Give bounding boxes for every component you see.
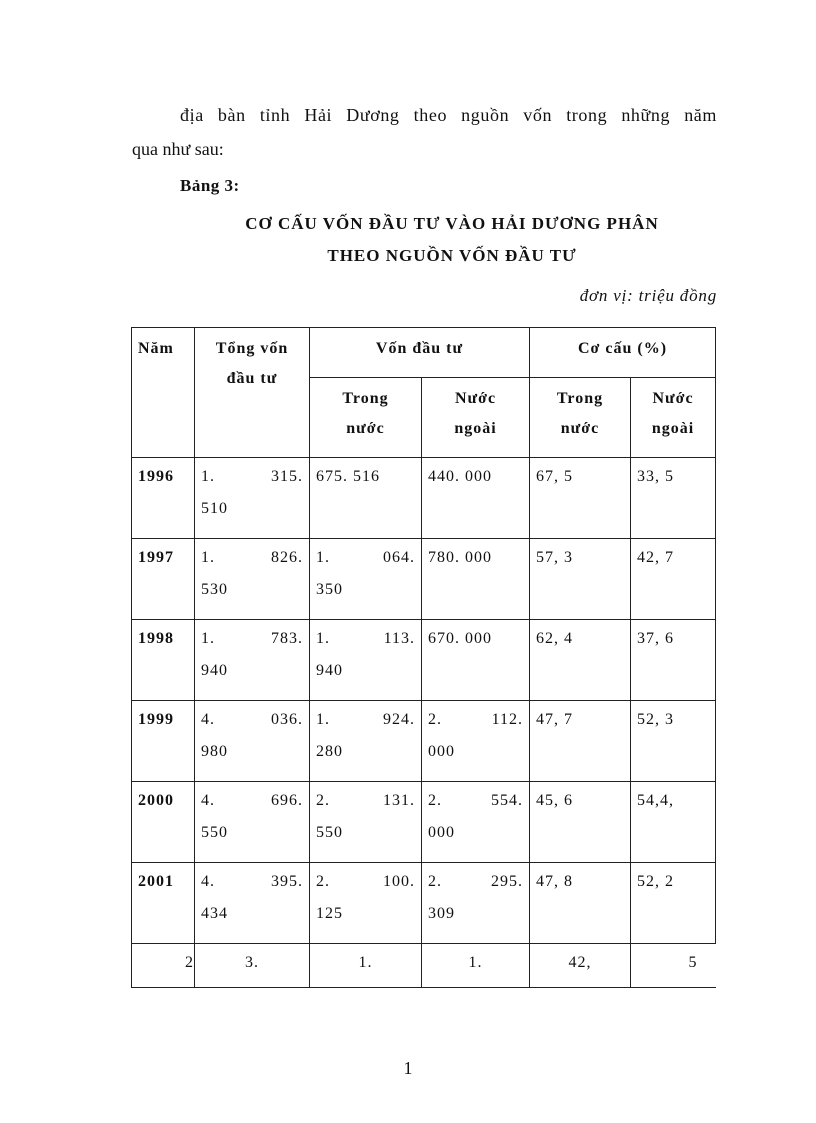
header-investment-capital: Vốn đầu tư <box>310 328 530 378</box>
cell-total: 4. 696. 550 <box>195 782 310 863</box>
cell-total: 3. <box>195 944 310 988</box>
cell-pct-foreign: 33, 5 <box>631 458 716 539</box>
cell-year: 1996 <box>132 458 195 539</box>
cell-domestic: 1. <box>310 944 422 988</box>
cell-year: 2000 <box>132 782 195 863</box>
header-foreign: Nước ngoài <box>422 378 530 458</box>
cell-year: 1997 <box>132 539 195 620</box>
header-domestic: Trong nước <box>310 378 422 458</box>
cell-domestic: 675. 516 <box>310 458 422 539</box>
cell-pct-domestic: 62, 4 <box>530 620 631 701</box>
table-row-truncated <box>132 944 716 988</box>
cell-pct-foreign: 54,4, <box>631 782 716 863</box>
header-pct-foreign: Nước ngoài <box>631 378 716 458</box>
cell-pct-domestic: 57, 3 <box>530 539 631 620</box>
cell-pct-foreign: 52, 3 <box>631 701 716 782</box>
cell-foreign: 780. 000 <box>422 539 530 620</box>
cell-foreign: 2. 112. 000 <box>422 701 530 782</box>
cell-pct-foreign: 42, 7 <box>631 539 716 620</box>
cell-pct-foreign: 37, 6 <box>631 620 716 701</box>
cell-domestic: 1. 113. 940 <box>310 620 422 701</box>
table-row <box>132 701 716 782</box>
cell-domestic: 2. 131. 550 <box>310 782 422 863</box>
investment-structure-table <box>131 327 716 988</box>
cell-foreign: 2. 295. 309 <box>422 863 530 944</box>
cell-year: 1999 <box>132 701 195 782</box>
table-label: Bảng 3: <box>180 176 240 195</box>
cell-year: 2001 <box>132 863 195 944</box>
header-year: Năm <box>132 328 195 458</box>
table-title-line-2: THEO NGUỒN VỐN ĐẦU TƯ <box>327 246 577 265</box>
cell-total: 1. 315. 510 <box>195 458 310 539</box>
cell-pct-foreign: 52, 2 <box>631 863 716 944</box>
cell-foreign: 440. 000 <box>422 458 530 539</box>
cell-domestic: 1. 064. 350 <box>310 539 422 620</box>
table-row <box>132 458 716 539</box>
cell-total: 4. 036. 980 <box>195 701 310 782</box>
cell-foreign: 2. 554. 000 <box>422 782 530 863</box>
cell-total: 4. 395. 434 <box>195 863 310 944</box>
cell-domestic: 2. 100. 125 <box>310 863 422 944</box>
cell-pct-domestic: 67, 5 <box>530 458 631 539</box>
intro-line-1: địa bàn tỉnh Hải Dương theo nguồn vốn trong những năm <box>180 105 717 125</box>
table-row <box>132 782 716 863</box>
cell-domestic: 1. 924. 280 <box>310 701 422 782</box>
cell-total: 1. 783. 940 <box>195 620 310 701</box>
cell-year: 2 <box>132 944 195 988</box>
header-total-investment: Tổng vốn đầu tư <box>195 328 310 458</box>
table-title-line-1: CƠ CẤU VỐN ĐẦU TƯ VÀO HẢI DƯƠNG PHÂN <box>245 214 659 233</box>
cell-pct-foreign: 5 <box>631 944 716 988</box>
table-header-row-1 <box>132 328 716 378</box>
unit-note: đơn vị: triệu đồng <box>579 286 717 305</box>
cell-pct-domestic: 47, 7 <box>530 701 631 782</box>
cell-pct-domestic: 42, <box>530 944 631 988</box>
cell-foreign: 670. 000 <box>422 620 530 701</box>
table-row <box>132 863 716 944</box>
page-number: 1 <box>403 1058 413 1078</box>
table-row <box>132 539 716 620</box>
cell-total: 1. 826. 530 <box>195 539 310 620</box>
table-row <box>132 620 716 701</box>
header-structure: Cơ cấu (%) <box>530 328 716 378</box>
header-pct-domestic: Trong nước <box>530 378 631 458</box>
cell-pct-domestic: 47, 8 <box>530 863 631 944</box>
cell-pct-domestic: 45, 6 <box>530 782 631 863</box>
cell-year: 1998 <box>132 620 195 701</box>
cell-foreign: 1. <box>422 944 530 988</box>
intro-paragraph <box>132 98 717 166</box>
intro-line-2: qua như sau: <box>132 139 224 159</box>
